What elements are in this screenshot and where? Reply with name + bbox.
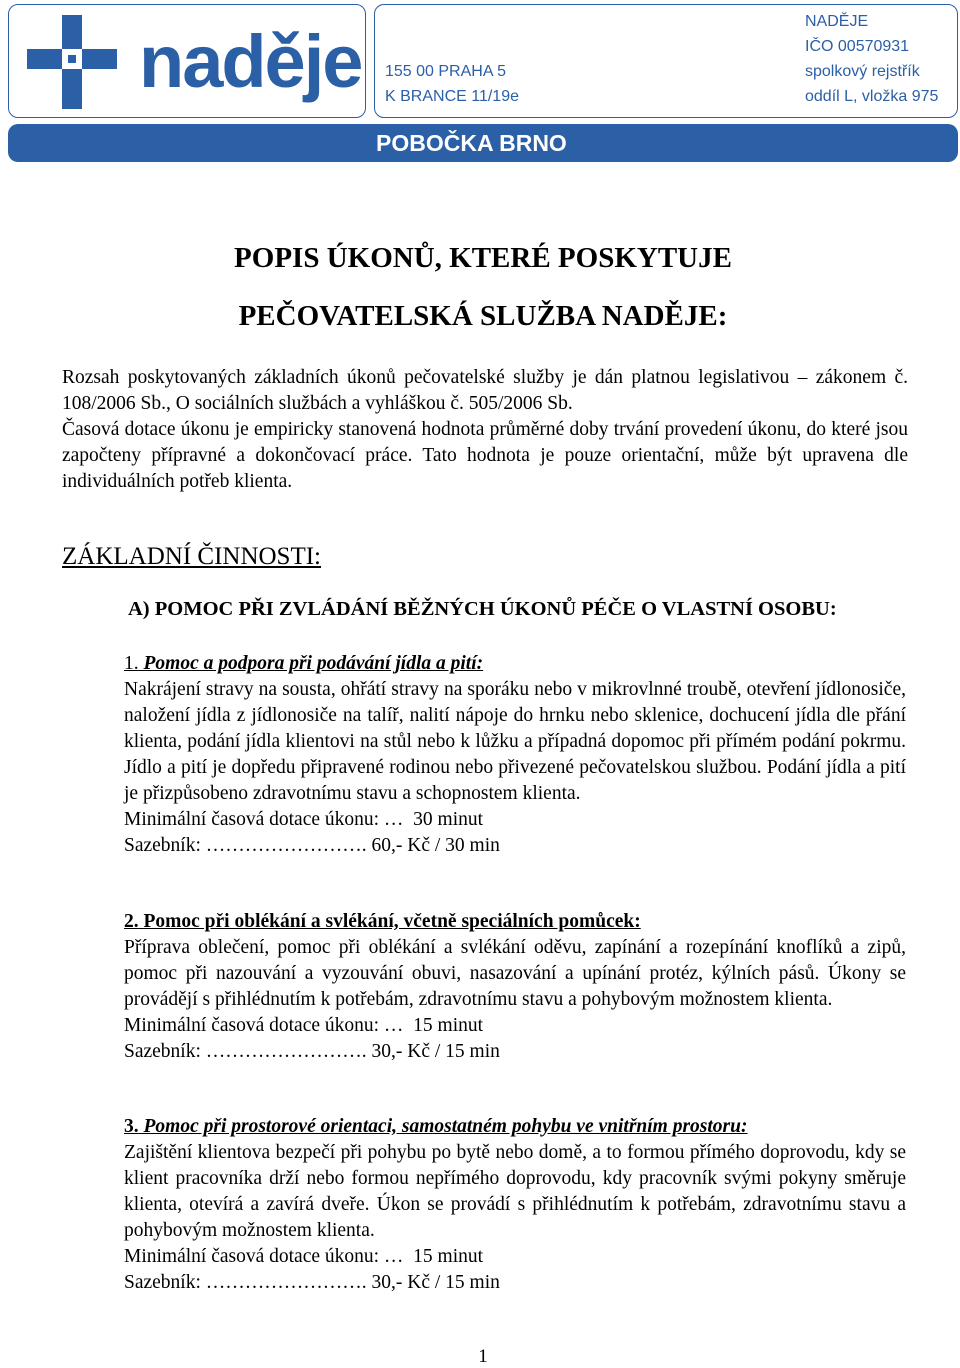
logo [8, 4, 366, 118]
intro-paragraph-legislation: Rozsah poskytovaných základních úkonů pečovatelské služby je dán platnou legislativou – zákonem č. 108/2006 Sb., O sociálních službách a vyhláškou č. 505/2006 Sb. [62, 367, 908, 414]
org-name: NADĚJE [805, 13, 869, 30]
service-item-time: Minimální časová dotace úkonu: … 15 minut [124, 1015, 484, 1036]
letterhead [0, 0, 960, 170]
service-item [124, 1114, 906, 1296]
service-item-title: 1. Pomoc a podpora při podávání jídla a pití: [124, 653, 484, 674]
service-item [124, 651, 906, 859]
organization-info [374, 4, 958, 118]
cross-logo-icon [27, 15, 117, 109]
service-item-rate: Sazebník: ……………………. 60,- Kč / 30 min [124, 835, 500, 856]
registry: spolkový rejstřík [805, 63, 920, 80]
logo-wordmark: naděje [139, 20, 362, 103]
intro-text [62, 365, 908, 495]
subsection-heading: A) POMOC PŘI ZVLÁDÁNÍ BĚŽNÝCH ÚKONŮ PÉČE O VLASTNÍ OSOBU: [128, 598, 837, 620]
registry-section: oddíl L, vložka 975 [805, 88, 939, 105]
service-item-rate: Sazebník: ……………………. 30,- Kč / 15 min [124, 1041, 500, 1062]
address-line-1: 155 00 PRAHA 5 [385, 63, 506, 80]
service-item-time: Minimální časová dotace úkonu: … 30 minut [124, 809, 484, 830]
service-item [124, 909, 906, 1065]
address-line-2: K BRANCE 11/19e [385, 88, 519, 105]
service-item-description: Příprava oblečení, pomoc při oblékání a svlékání oděvu, zapínání a rozepínání knoflíků a zipů, pomoc při nazouvání a vyzouvání obuvi, nasazování a upínání protéz, kýlních pásů. Úkony se provádějí s přihlédnutím k potřebám, zdravotnímu stavu a pohybovým možnostem klienta. [124, 937, 906, 1010]
page-number: 1 [478, 1346, 488, 1367]
document-title-line-1: POPIS ÚKONŮ, KTERÉ POSKYTUJE [234, 242, 732, 274]
org-id: IČO 00570931 [805, 38, 910, 55]
service-item-time: Minimální časová dotace úkonu: … 15 minut [124, 1246, 484, 1267]
service-item-title: 2. Pomoc při oblékání a svlékání, včetně speciálních pomůcek: [124, 911, 641, 932]
branch-name: POBOČKA BRNO [376, 130, 567, 156]
branch-banner [8, 124, 958, 162]
intro-paragraph-time-allocation: Časová dotace úkonu je empiricky stanovená hodnota průměrné doby trvání provedení úkonu, do které jsou započteny přípravné a dokončovací práce. Tato hodnota je pouze orientační, může být upravena dle individuálních potřeb klienta. [62, 419, 908, 492]
section-heading: ZÁKLADNÍ ČINNOSTI: [62, 543, 321, 570]
service-item-description: Nakrájení stravy na sousta, ohřátí stravy na sporáku nebo v mikrovlnné troubě, otevření jídlonosiče, naložení jídla z jídlonosiče na talíř, nalití nápoje do hrnku nebo sklenice, dochucení jídla dle přání klienta, podání jídla klientovi na stůl nebo k lůžku a případná dopomoc při přímém podání pokrmu. Jídlo a pití je dopředu připravené rodinou nebo přivezené pečovatelskou službou. Podání jídla a pití je přizpůsobeno zdravotnímu stavu a schopnostem klienta. [124, 679, 906, 804]
service-item-title: 3. Pomoc při prostorové orientaci, samostatném pohybu ve vnitřním prostoru: [124, 1116, 748, 1137]
service-item-rate: Sazebník: ……………………. 30,- Kč / 15 min [124, 1272, 500, 1293]
service-item-description: Zajištění klientova bezpečí při pohybu po bytě nebo domě, a to formou přímého doprovodu, kdy se klient pracovníka drží nebo formou nepřímého doprovodu, kdy pracovník svými pokyny směruje klienta, otevírá a zavírá dveře. Úkon se provádí s přihlédnutím k potřebám, zdravotnímu stavu a pohybovým možnostem klienta. [124, 1142, 906, 1241]
document-title-line-2: PEČOVATELSKÁ SLUŽBA NADĚJE: [238, 300, 728, 332]
